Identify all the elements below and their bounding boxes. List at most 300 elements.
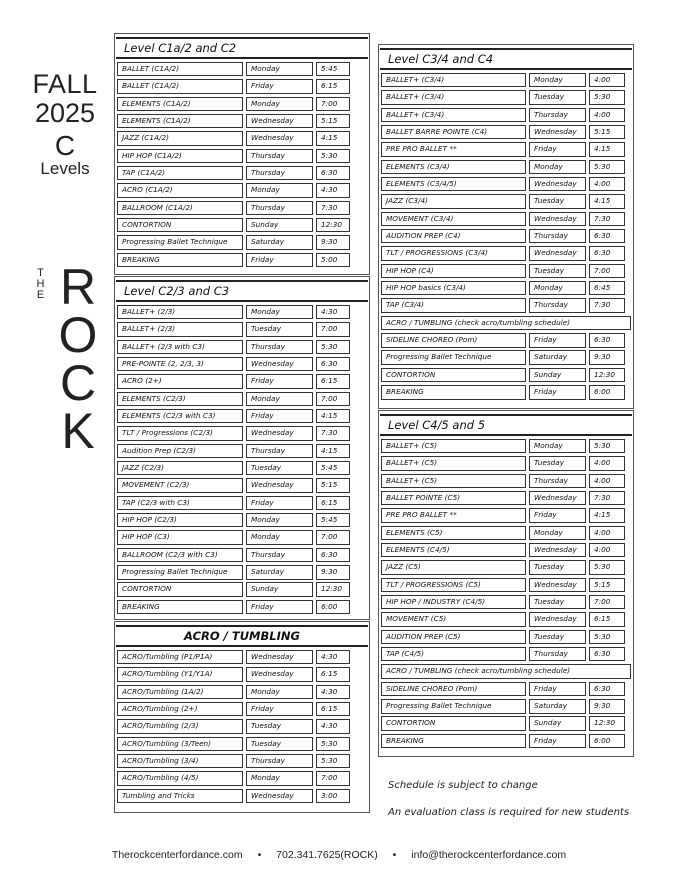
- class-time: 5:15: [589, 125, 625, 140]
- class-row: [381, 73, 631, 88]
- class-day: Friday: [246, 409, 313, 424]
- class-time: 7:30: [589, 212, 625, 227]
- class-time: 7:30: [589, 491, 625, 506]
- season-year: 2025: [34, 98, 96, 128]
- class-name: BREAKING: [117, 600, 243, 615]
- class-day: Monday: [246, 183, 313, 198]
- class-day: Friday: [246, 702, 313, 717]
- class-row: [381, 456, 631, 471]
- footer-separator: •: [392, 849, 397, 861]
- class-name: CONTORTION: [381, 368, 526, 383]
- class-name: BALLET POINTE (C5): [381, 491, 526, 506]
- class-time: 4:00: [589, 108, 625, 123]
- class-day: Friday: [529, 385, 586, 400]
- class-row: [117, 548, 367, 563]
- class-row: [381, 108, 631, 123]
- class-name: BALLET+ (2/3): [117, 322, 243, 337]
- section-title: Level C4/5 and 5: [388, 418, 486, 432]
- class-row: [117, 235, 367, 250]
- class-time: 5:45: [316, 513, 350, 528]
- class-time: 5:45: [316, 62, 350, 77]
- class-name: BALLET+ (C3/4): [381, 108, 526, 123]
- class-day: Monday: [246, 685, 313, 700]
- class-name: HIP HOP (C2/3): [117, 513, 243, 528]
- class-time: 5:15: [589, 578, 625, 593]
- class-row: [381, 716, 631, 731]
- class-day: Thursday: [529, 298, 586, 313]
- class-name: TLT / Progressions (C2/3): [117, 426, 243, 441]
- class-time: 4:15: [589, 194, 625, 209]
- panel-c4-c5: [378, 410, 634, 757]
- class-time: 5:30: [589, 560, 625, 575]
- class-row: [117, 478, 367, 493]
- class-day: Thursday: [529, 474, 586, 489]
- class-row: [381, 664, 631, 679]
- class-note: ACRO / TUMBLING (check acro/tumbling schedule): [381, 664, 631, 679]
- class-name: ELEMENTS (C2/3): [117, 392, 243, 407]
- class-row: [381, 90, 631, 105]
- class-name: BALLET+ (C5): [381, 456, 526, 471]
- season-title: [22, 70, 108, 178]
- class-row: [117, 754, 367, 769]
- class-time: 4:15: [316, 131, 350, 146]
- class-name: BALLET+ (C3/4): [381, 90, 526, 105]
- class-day: Wednesday: [246, 667, 313, 682]
- class-day: Tuesday: [529, 194, 586, 209]
- section-header: [116, 625, 368, 647]
- class-day: Wednesday: [529, 246, 586, 261]
- logo-letter: R: [59, 259, 97, 315]
- class-row: [381, 142, 631, 157]
- class-time: 9:30: [316, 235, 350, 250]
- class-time: 4:00: [589, 526, 625, 541]
- class-day: Wednesday: [529, 125, 586, 140]
- class-name: ELEMENTS (C3/4): [381, 160, 526, 175]
- class-time: 4:30: [316, 183, 350, 198]
- class-name: Progressing Ballet Technique: [117, 235, 243, 250]
- class-time: 5:30: [316, 754, 350, 769]
- class-time: 4:00: [589, 177, 625, 192]
- class-row: [381, 212, 631, 227]
- the-rock-logo: [18, 259, 108, 462]
- logo-letter: C: [59, 355, 97, 411]
- class-day: Monday: [246, 62, 313, 77]
- class-day: Friday: [246, 374, 313, 389]
- class-time: 6:00: [589, 734, 625, 749]
- class-time: 7:30: [316, 201, 350, 216]
- class-time: 6:15: [316, 374, 350, 389]
- class-name: JAZZ (C2/3): [117, 461, 243, 476]
- class-day: Friday: [529, 142, 586, 157]
- class-time: 6:00: [316, 600, 350, 615]
- class-day: Tuesday: [529, 630, 586, 645]
- footer: [0, 849, 678, 861]
- class-row: [117, 392, 367, 407]
- class-day: Wednesday: [246, 131, 313, 146]
- logo-letter: E: [36, 289, 46, 301]
- class-time: 6:15: [589, 612, 625, 627]
- class-name: PRE-POINTE (2, 2/3, 3): [117, 357, 243, 372]
- section-title: Level C1a/2 and C2: [124, 41, 237, 55]
- footer-website[interactable]: Therockcenterfordance.com: [111, 849, 243, 861]
- class-day: Friday: [246, 496, 313, 511]
- class-name: PRE PRO BALLET **: [381, 508, 526, 523]
- season-label: FALL: [32, 69, 98, 99]
- class-time: 6:15: [316, 667, 350, 682]
- class-name: Progressing Ballet Technique: [117, 565, 243, 580]
- class-time: 4:00: [589, 456, 625, 471]
- class-day: Thursday: [529, 108, 586, 123]
- schedule-note: Schedule is subject to change: [388, 780, 538, 791]
- class-name: AUDITION PREP (C4): [381, 229, 526, 244]
- class-time: 7:30: [589, 298, 625, 313]
- class-row: [381, 350, 631, 365]
- class-time: 5:30: [589, 90, 625, 105]
- class-row: [117, 322, 367, 337]
- class-day: Friday: [529, 682, 586, 697]
- class-time: 6:30: [589, 682, 625, 697]
- class-day: Thursday: [246, 548, 313, 563]
- class-day: Monday: [529, 439, 586, 454]
- class-row: [117, 149, 367, 164]
- class-name: ELEMENTS (C5): [381, 526, 526, 541]
- class-row: [381, 229, 631, 244]
- class-row: [117, 305, 367, 320]
- class-time: 9:30: [589, 699, 625, 714]
- class-time: 6:15: [316, 79, 350, 94]
- class-row: [381, 612, 631, 627]
- class-name: TLT / PROGRESSIONS (C3/4): [381, 246, 526, 261]
- class-name: BALLET (C1A/2): [117, 62, 243, 77]
- class-day: Sunday: [529, 368, 586, 383]
- class-row: [117, 97, 367, 112]
- class-row: [117, 357, 367, 372]
- class-row: [117, 426, 367, 441]
- class-day: Friday: [529, 508, 586, 523]
- class-name: Progressing Ballet Technique: [381, 350, 526, 365]
- level-letter: C: [54, 130, 76, 161]
- class-day: Saturday: [529, 699, 586, 714]
- class-row: [381, 281, 631, 296]
- class-row: [117, 582, 367, 597]
- class-day: Thursday: [246, 754, 313, 769]
- class-row: [117, 409, 367, 424]
- class-time: 7:00: [316, 97, 350, 112]
- class-time: 4:00: [589, 474, 625, 489]
- class-day: Sunday: [246, 218, 313, 233]
- class-day: Wednesday: [246, 426, 313, 441]
- class-time: 7:00: [316, 530, 350, 545]
- class-time: 6:30: [316, 166, 350, 181]
- class-row: [117, 201, 367, 216]
- class-day: Wednesday: [246, 650, 313, 665]
- section-header: [116, 280, 368, 302]
- class-time: 12:30: [316, 218, 350, 233]
- class-name: MOVEMENT (C2/3): [117, 478, 243, 493]
- class-day: Monday: [529, 281, 586, 296]
- class-time: 5:30: [589, 630, 625, 645]
- class-time: 5:15: [316, 478, 350, 493]
- class-day: Monday: [246, 97, 313, 112]
- class-time: 9:30: [316, 565, 350, 580]
- class-day: Tuesday: [529, 560, 586, 575]
- class-name: ELEMENTS (C1A/2): [117, 114, 243, 129]
- class-time: 12:30: [316, 582, 350, 597]
- class-row: [381, 246, 631, 261]
- class-day: Thursday: [246, 444, 313, 459]
- class-row: [381, 177, 631, 192]
- class-row: [381, 474, 631, 489]
- class-row: [381, 595, 631, 610]
- class-time: 6:15: [316, 496, 350, 511]
- class-name: BALLET+ (C3/4): [381, 73, 526, 88]
- class-row: [117, 62, 367, 77]
- class-row: [117, 667, 367, 682]
- class-name: BALLET+ (2/3 with C3): [117, 340, 243, 355]
- class-row: [117, 461, 367, 476]
- class-name: BALLET BARRE POINTE (C4): [381, 125, 526, 140]
- class-row: [117, 183, 367, 198]
- class-row: [381, 560, 631, 575]
- class-time: 4:15: [589, 508, 625, 523]
- class-time: 5:15: [316, 114, 350, 129]
- class-day: Monday: [529, 526, 586, 541]
- class-row: [381, 491, 631, 506]
- class-row: [117, 771, 367, 786]
- class-row: [381, 316, 631, 331]
- class-day: Monday: [529, 160, 586, 175]
- class-row: [117, 789, 367, 804]
- class-day: Saturday: [246, 235, 313, 250]
- class-time: 4:00: [589, 543, 625, 558]
- class-name: ACRO/Tumbling (P1/P1A): [117, 650, 243, 665]
- class-time: 5:45: [316, 461, 350, 476]
- class-time: 7:00: [316, 392, 350, 407]
- class-row: [381, 385, 631, 400]
- class-name: PRE PRO BALLET **: [381, 142, 526, 157]
- section-title: ACRO / TUMBLING: [184, 629, 300, 643]
- class-time: 6:30: [589, 246, 625, 261]
- class-name: MOVEMENT (C5): [381, 612, 526, 627]
- class-day: Wednesday: [529, 578, 586, 593]
- class-name: JAZZ (C5): [381, 560, 526, 575]
- panel-acro-tumbling: [114, 621, 370, 813]
- class-name: CONTORTION: [381, 716, 526, 731]
- class-time: 4:30: [316, 719, 350, 734]
- class-name: BREAKING: [381, 734, 526, 749]
- class-day: Wednesday: [246, 357, 313, 372]
- class-name: HIP HOP basics (C3/4): [381, 281, 526, 296]
- levels-label: Levels: [40, 159, 90, 178]
- class-name: JAZZ (C1A/2): [117, 131, 243, 146]
- class-row: [117, 530, 367, 545]
- footer-separator: •: [257, 849, 262, 861]
- class-day: Thursday: [246, 201, 313, 216]
- class-row: [117, 737, 367, 752]
- class-time: 4:15: [316, 409, 350, 424]
- class-row: [117, 166, 367, 181]
- class-name: JAZZ (C3/4): [381, 194, 526, 209]
- logo-letter: K: [61, 403, 95, 459]
- class-time: 5:30: [589, 160, 625, 175]
- class-day: Tuesday: [529, 456, 586, 471]
- footer-phone[interactable]: 702.341.7625(ROCK): [276, 849, 378, 861]
- class-day: Friday: [246, 600, 313, 615]
- class-day: Wednesday: [529, 612, 586, 627]
- class-day: Sunday: [529, 716, 586, 731]
- class-row: [117, 565, 367, 580]
- class-name: BALLET (C1A/2): [117, 79, 243, 94]
- class-name: ACRO/Tumbling (3/Teen): [117, 737, 243, 752]
- class-time: 6:45: [589, 281, 625, 296]
- class-time: 7:00: [316, 322, 350, 337]
- class-row: [117, 340, 367, 355]
- panel-c3-c4: [378, 44, 634, 409]
- class-row: [117, 650, 367, 665]
- class-note: ACRO / TUMBLING (check acro/tumbling schedule): [381, 316, 631, 331]
- class-time: 6:30: [589, 333, 625, 348]
- class-day: Thursday: [529, 647, 586, 662]
- class-day: Tuesday: [529, 595, 586, 610]
- class-row: [381, 194, 631, 209]
- class-time: 5:30: [589, 439, 625, 454]
- class-day: Wednesday: [529, 491, 586, 506]
- class-time: 4:00: [589, 73, 625, 88]
- class-day: Tuesday: [246, 461, 313, 476]
- class-name: SIDELINE CHOREO (Pom): [381, 682, 526, 697]
- class-day: Tuesday: [529, 90, 586, 105]
- class-time: 5:30: [316, 340, 350, 355]
- class-day: Friday: [246, 79, 313, 94]
- class-name: BREAKING: [381, 385, 526, 400]
- footer-email[interactable]: info@therockcenterfordance.com: [411, 849, 567, 861]
- class-time: 6:30: [589, 647, 625, 662]
- class-time: 4:30: [316, 305, 350, 320]
- class-day: Wednesday: [246, 114, 313, 129]
- class-row: [117, 444, 367, 459]
- class-row: [381, 160, 631, 175]
- class-name: ELEMENTS (C1A/2): [117, 97, 243, 112]
- class-day: Wednesday: [529, 543, 586, 558]
- class-name: CONTORTION: [117, 582, 243, 597]
- class-time: 7:00: [589, 595, 625, 610]
- class-day: Friday: [246, 253, 313, 268]
- class-time: 6:30: [316, 357, 350, 372]
- class-day: Tuesday: [246, 322, 313, 337]
- class-row: [381, 526, 631, 541]
- class-name: TAP (C4/5): [381, 647, 526, 662]
- class-time: 7:00: [589, 264, 625, 279]
- class-name: ACRO/Tumbling (4/5): [117, 771, 243, 786]
- class-day: Thursday: [529, 229, 586, 244]
- class-row: [117, 513, 367, 528]
- class-day: Sunday: [246, 582, 313, 597]
- class-day: Saturday: [529, 350, 586, 365]
- class-row: [117, 253, 367, 268]
- class-row: [381, 734, 631, 749]
- class-day: Tuesday: [246, 737, 313, 752]
- class-name: ACRO/Tumbling (1A/2): [117, 685, 243, 700]
- class-row: [117, 600, 367, 615]
- class-row: [117, 114, 367, 129]
- class-row: [381, 264, 631, 279]
- class-day: Monday: [246, 305, 313, 320]
- logo-letter: O: [58, 307, 98, 363]
- class-day: Wednesday: [529, 177, 586, 192]
- class-day: Thursday: [246, 149, 313, 164]
- class-day: Friday: [529, 734, 586, 749]
- class-row: [117, 685, 367, 700]
- section-title: Level C3/4 and C4: [388, 52, 494, 66]
- section-header: [116, 37, 368, 59]
- class-row: [117, 496, 367, 511]
- class-day: Monday: [246, 513, 313, 528]
- class-name: SIDELINE CHOREO (Pom): [381, 333, 526, 348]
- class-row: [117, 374, 367, 389]
- class-name: TAP (C3/4): [381, 298, 526, 313]
- class-name: TAP (C1A/2): [117, 166, 243, 181]
- class-time: 4:30: [316, 650, 350, 665]
- class-name: ACRO/Tumbling (2+): [117, 702, 243, 717]
- class-row: [381, 368, 631, 383]
- class-name: BALLROOM (C1A/2): [117, 201, 243, 216]
- class-row: [381, 647, 631, 662]
- class-name: HIP HOP (C1A/2): [117, 149, 243, 164]
- class-time: 4:30: [316, 685, 350, 700]
- class-row: [381, 543, 631, 558]
- class-name: CONTORTION: [117, 218, 243, 233]
- class-name: AUDITION PREP (C5): [381, 630, 526, 645]
- evaluation-note: An evaluation class is required for new students: [388, 807, 630, 818]
- class-name: BREAKING: [117, 253, 243, 268]
- logo-letter: H: [36, 278, 46, 290]
- class-row: [117, 218, 367, 233]
- class-time: 3:00: [316, 789, 350, 804]
- class-day: Wednesday: [246, 478, 313, 493]
- logo-the: [34, 268, 48, 301]
- class-name: TAP (C2/3 with C3): [117, 496, 243, 511]
- class-name: ELEMENTS (C3/4/5): [381, 177, 526, 192]
- class-row: [117, 719, 367, 734]
- class-day: Monday: [246, 392, 313, 407]
- class-row: [381, 630, 631, 645]
- panel-c1a-c2: [114, 33, 370, 275]
- class-day: Thursday: [246, 340, 313, 355]
- class-time: 5:30: [316, 149, 350, 164]
- class-day: Tuesday: [529, 264, 586, 279]
- class-row: [381, 699, 631, 714]
- class-row: [381, 508, 631, 523]
- class-name: ACRO/Tumbling (Y1/Y1A): [117, 667, 243, 682]
- class-day: Wednesday: [246, 789, 313, 804]
- class-name: ACRO (C1A/2): [117, 183, 243, 198]
- class-row: [381, 298, 631, 313]
- class-day: Thursday: [246, 166, 313, 181]
- class-name: ACRO/Tumbling (2/3): [117, 719, 243, 734]
- class-day: Friday: [529, 333, 586, 348]
- section-header: [380, 48, 632, 70]
- class-name: Tumbling and Tricks: [117, 789, 243, 804]
- class-time: 5:30: [316, 737, 350, 752]
- class-time: 6:30: [316, 548, 350, 563]
- class-time: 12:30: [589, 368, 625, 383]
- class-row: [117, 131, 367, 146]
- class-day: Monday: [529, 73, 586, 88]
- class-row: [381, 682, 631, 697]
- class-time: 6:30: [589, 229, 625, 244]
- class-row: [381, 125, 631, 140]
- class-time: 4:15: [316, 444, 350, 459]
